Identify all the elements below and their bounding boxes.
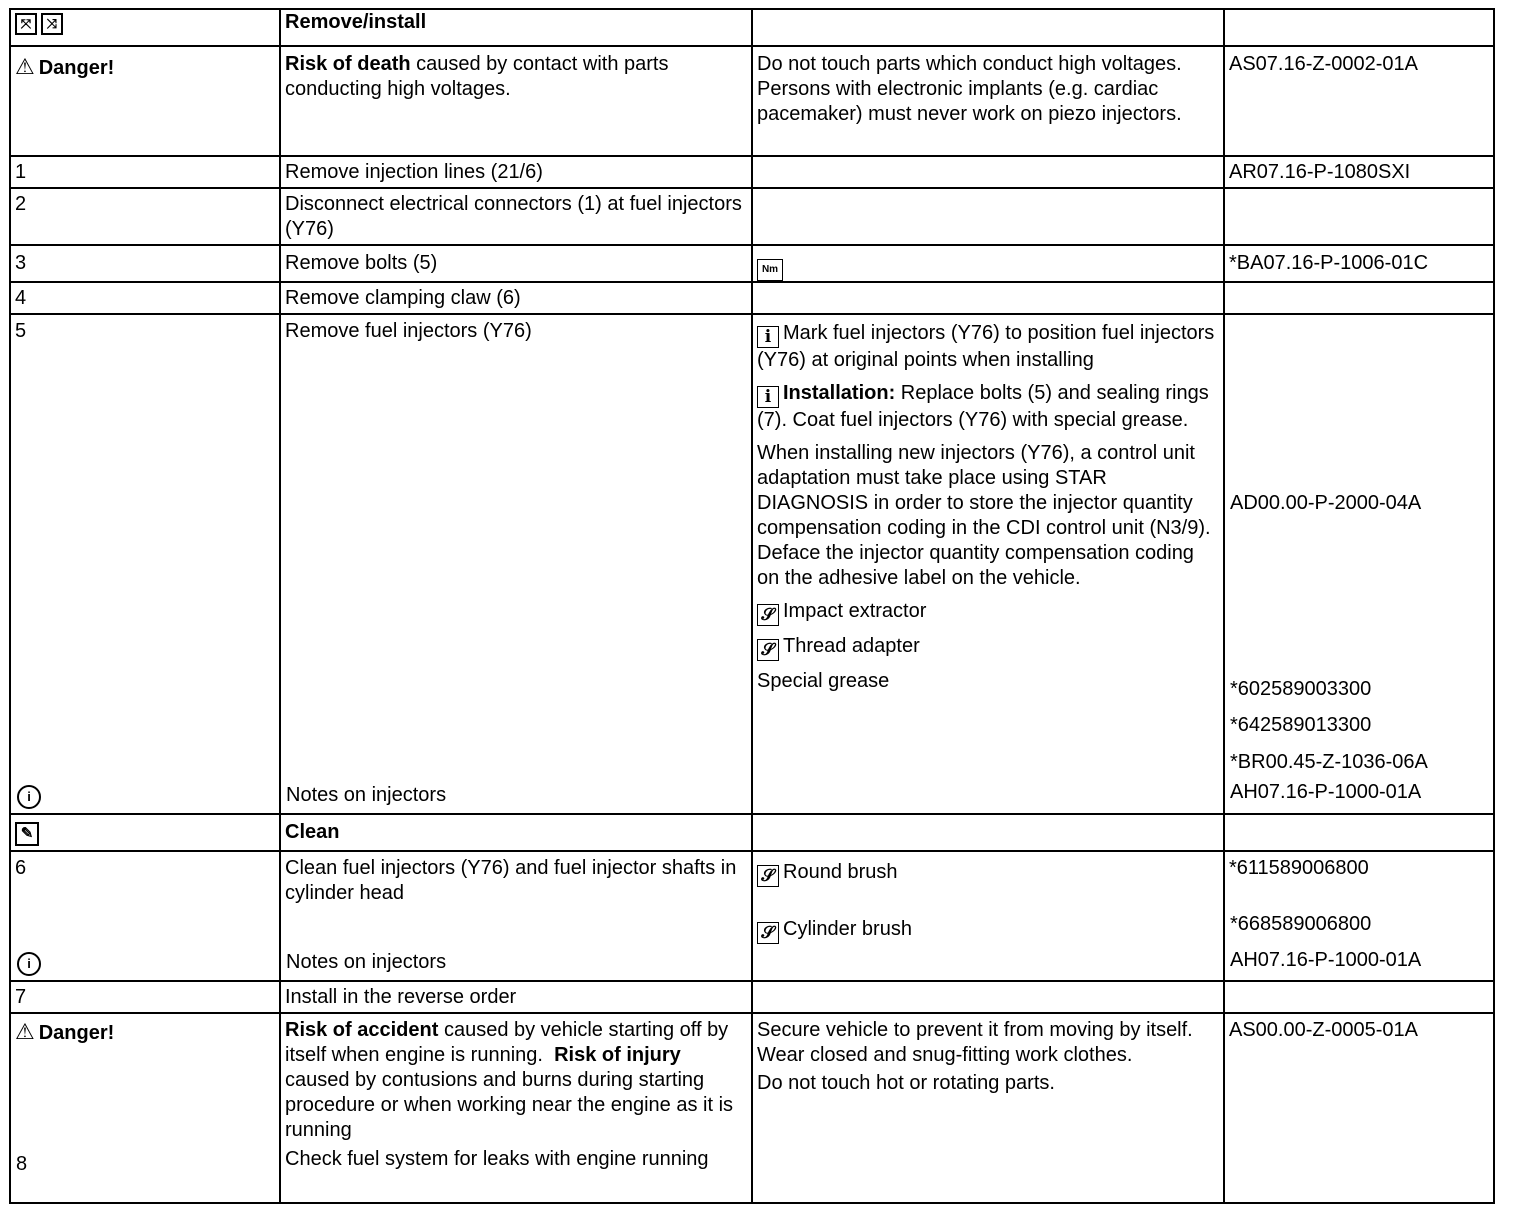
step-number: 2 [10, 188, 280, 245]
risk-of-injury: Risk of injury [554, 1044, 681, 1066]
step-text: Remove bolts (5) [280, 245, 752, 282]
danger-measure-cell [752, 1013, 1224, 1203]
risk-accident-text: caused by vehicle starting off by itself when engine is running. [285, 1019, 729, 1066]
tool-impact-extractor: Impact extractor [783, 600, 927, 622]
install-icon: ⤨ [41, 13, 63, 35]
step-text-cell [280, 851, 752, 981]
step-number: 6 [15, 857, 27, 879]
warning-triangle-icon: ⚠ [15, 55, 35, 80]
step-ref-link[interactable]: AR07.16-P-1080SXI [1224, 156, 1494, 188]
step-text: Remove fuel injectors (Y76) [285, 320, 532, 342]
step-number: 4 [10, 282, 280, 314]
danger-label-cell [10, 46, 280, 156]
notes-info-icon: i [17, 785, 41, 809]
installation-text: Replace bolts (5) and sealing rings (7). Coat fuel injectors (Y76) with special grease. [757, 382, 1209, 431]
tool-thread-adapter: Thread adapter [783, 635, 920, 657]
danger-row-2 [10, 1013, 1494, 1203]
remove-install-icons [15, 11, 67, 33]
special-grease: Special grease [757, 670, 890, 692]
info-icon: i [757, 326, 779, 348]
step-number: 8 [16, 1153, 28, 1175]
step-row-1 [10, 156, 1494, 188]
round-brush-ref[interactable]: *611589006800 [1229, 857, 1369, 879]
step-text: Disconnect electrical connectors (1) at fuel injectors (Y76) [280, 188, 752, 245]
tool-round-brush: Round brush [783, 861, 898, 883]
step-text: Clean fuel injectors (Y76) and fuel injector shafts in cylinder head [285, 857, 737, 904]
clean-header-row [10, 814, 1494, 851]
new-injectors-note: When installing new injectors (Y76), a control unit adaptation must take place using STAR DIAGNOSIS in order to store the injector quantity compensation coding in the CDI control unit (N3/9). Deface the injector quantity compensation coding on the adhesive label on the vehicle. [757, 442, 1211, 589]
danger-row-1 [10, 46, 1494, 156]
danger-label: Danger! [38, 1022, 115, 1044]
installation-label: Installation: [783, 382, 896, 404]
procedure-table [9, 8, 1495, 1204]
step-number-cell [10, 314, 280, 814]
info-icon: i [757, 386, 779, 408]
risk-text: caused by contact with parts conducting high voltages. [285, 53, 669, 100]
warning-triangle-icon: ⚠ [15, 1020, 35, 1045]
tool-cylinder-brush: Cylinder brush [783, 918, 912, 940]
special-tool-icon[interactable]: 𝒮 [757, 865, 779, 887]
step-refs-cell [1224, 314, 1494, 814]
mark-injectors-note: Mark fuel injectors (Y76) to position fuel injectors (Y76) at original points when installing [757, 322, 1215, 371]
measure-no-touch: Do not touch hot or rotating parts. [757, 1072, 1055, 1094]
new-injectors-ref-link[interactable]: AD00.00-P-2000-04A [1230, 492, 1422, 514]
torque-nm-icon[interactable]: Nm [757, 259, 783, 281]
risk-injury-text: caused by contusions and burns during starting procedure or when working near the engine as it is running [285, 1069, 734, 1141]
header-title: Remove/install [280, 9, 752, 46]
risk-of-death: Risk of death [285, 53, 411, 75]
step-number: 5 [15, 320, 27, 342]
danger-measure-cell: Do not touch parts which conduct high voltages. Persons with electronic implants (e.g. cardiac pacemaker) must never work on piezo injectors. [752, 46, 1224, 156]
danger-label-cell [10, 1013, 280, 1203]
notes-ref-link[interactable]: AH07.16-P-1000-01A [1230, 781, 1422, 803]
step-number: 7 [10, 981, 280, 1013]
header-row [10, 9, 1494, 46]
step-text: Install in the reverse order [280, 981, 752, 1013]
step-text-cell [280, 314, 752, 814]
thread-adapter-ref[interactable]: *642589013300 [1230, 714, 1372, 736]
danger-ref: AS07.16-Z-0002-01A [1224, 46, 1494, 156]
notes-ref-link[interactable]: AH07.16-P-1000-01A [1230, 949, 1422, 971]
step-row-7 [10, 981, 1494, 1013]
grease-ref[interactable]: *BR00.45-Z-1036-06A [1230, 751, 1428, 773]
notes-link[interactable]: Notes on injectors [286, 784, 447, 806]
risk-of-accident: Risk of accident [285, 1019, 439, 1041]
step-row-2 [10, 188, 1494, 245]
step-ref-link[interactable]: *BA07.16-P-1006-01C [1224, 245, 1494, 282]
step-number: 1 [10, 156, 280, 188]
notes-info-icon: i [17, 952, 41, 976]
step-text: Remove clamping claw (6) [280, 282, 752, 314]
header-icons-cell [10, 9, 280, 46]
special-tool-icon[interactable]: 𝒮 [757, 604, 779, 626]
danger-label: Danger! [38, 57, 115, 79]
clean-title: Clean [280, 814, 752, 851]
step-tools-cell [752, 851, 1224, 981]
danger-risk-cell [280, 46, 752, 156]
special-tool-icon[interactable]: 𝒮 [757, 922, 779, 944]
remove-icon: ⤧ [15, 13, 37, 35]
step-number: 3 [10, 245, 280, 282]
danger-risk-cell [280, 1013, 752, 1203]
step-row-5 [10, 314, 1494, 814]
danger-ref: AS00.00-Z-0005-01A [1224, 1013, 1494, 1203]
step-row-6 [10, 851, 1494, 981]
impact-extractor-ref[interactable]: *602589003300 [1230, 678, 1372, 700]
measure-wear-clothes: Wear closed and snug-fitting work clothes. [757, 1044, 1133, 1066]
measure-secure-vehicle: Secure vehicle to prevent it from moving by itself. [757, 1019, 1193, 1041]
clean-section-icon: ✎ [15, 822, 39, 846]
special-tool-icon[interactable]: 𝒮 [757, 639, 779, 661]
cylinder-brush-ref[interactable]: *668589006800 [1230, 913, 1372, 935]
step-details-cell [752, 314, 1224, 814]
step-text: Check fuel system for leaks with engine running [285, 1148, 709, 1170]
step-row-4 [10, 282, 1494, 314]
notes-link[interactable]: Notes on injectors [286, 951, 447, 973]
step-refs-cell [1224, 851, 1494, 981]
step-text: Remove injection lines (21/6) [280, 156, 752, 188]
step-number-cell [10, 851, 280, 981]
step-row-3 [10, 245, 1494, 282]
